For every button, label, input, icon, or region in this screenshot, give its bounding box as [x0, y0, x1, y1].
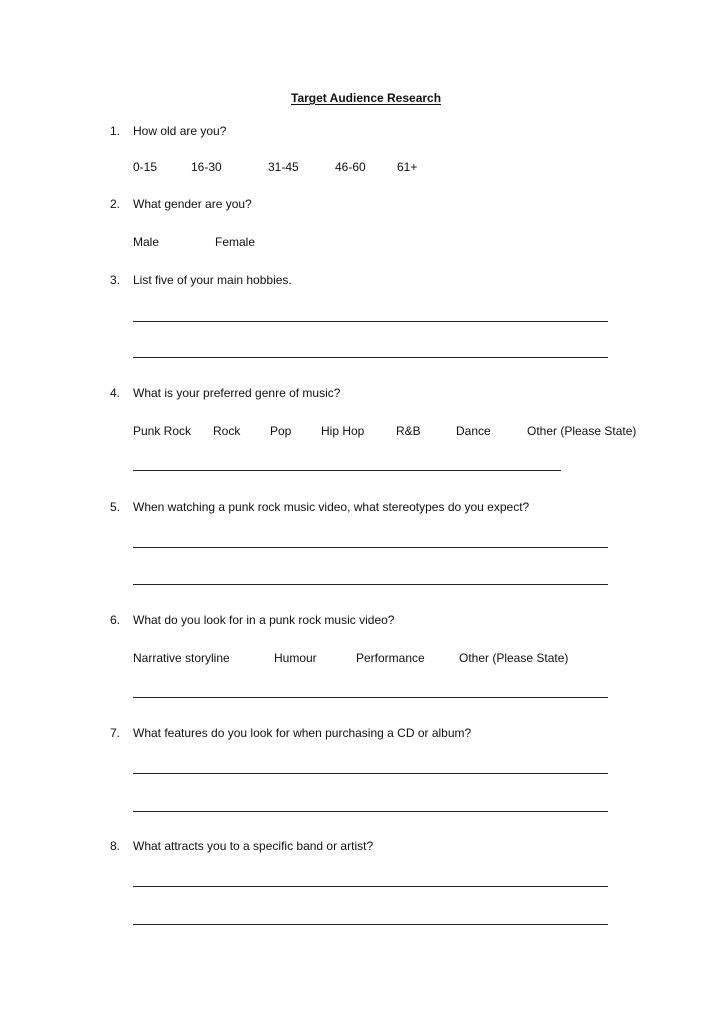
question-number: 4.	[110, 386, 121, 400]
question-text: What is your preferred genre of music?	[133, 386, 341, 400]
answer-line[interactable]	[133, 584, 608, 585]
question-number: 3.	[110, 273, 121, 287]
page-title: Target Audience Research	[291, 91, 442, 105]
video-feature-option[interactable]: Humour	[274, 651, 317, 665]
answer-line[interactable]	[133, 886, 608, 887]
answer-line[interactable]	[133, 547, 608, 548]
genre-option[interactable]: Hip Hop	[321, 424, 365, 438]
genre-option[interactable]: R&B	[396, 424, 421, 438]
gender-option[interactable]: Male	[133, 235, 160, 249]
question-text: What features do you look for when purchasing a CD or album?	[133, 726, 472, 740]
age-option[interactable]: 16-30	[191, 160, 222, 174]
age-option[interactable]: 61+	[397, 160, 418, 174]
answer-line[interactable]	[133, 924, 608, 925]
question-text: When watching a punk rock music video, what stereotypes do you expect?	[133, 500, 530, 514]
gender-option[interactable]: Female	[215, 235, 256, 249]
question-text: What gender are you?	[133, 197, 252, 211]
answer-line[interactable]	[133, 811, 608, 812]
answer-line[interactable]	[133, 470, 561, 471]
answer-line[interactable]	[133, 773, 608, 774]
age-option[interactable]: 0-15	[133, 160, 158, 174]
answer-line[interactable]	[133, 697, 608, 698]
question-number: 5.	[110, 500, 121, 514]
genre-option[interactable]: Other (Please State)	[527, 424, 637, 438]
question-text: List five of your main hobbies.	[133, 273, 292, 287]
question-number: 8.	[110, 839, 121, 853]
question-number: 6.	[110, 613, 121, 627]
genre-option[interactable]: Punk Rock	[133, 424, 192, 438]
age-option[interactable]: 46-60	[335, 160, 366, 174]
video-feature-option[interactable]: Other (Please State)	[459, 651, 569, 665]
question-text: What do you look for in a punk rock music video?	[133, 613, 395, 627]
video-feature-option[interactable]: Performance	[356, 651, 425, 665]
video-feature-option[interactable]: Narrative storyline	[133, 651, 230, 665]
question-text: How old are you?	[133, 124, 227, 138]
answer-line[interactable]	[133, 321, 608, 322]
genre-option[interactable]: Rock	[213, 424, 241, 438]
genre-option[interactable]: Dance	[456, 424, 491, 438]
question-number: 2.	[110, 197, 121, 211]
answer-line[interactable]	[133, 357, 608, 358]
age-option[interactable]: 31-45	[268, 160, 299, 174]
genre-option[interactable]: Pop	[270, 424, 292, 438]
question-number: 7.	[110, 726, 121, 740]
question-text: What attracts you to a specific band or artist?	[133, 839, 374, 853]
question-number: 1.	[110, 124, 121, 138]
